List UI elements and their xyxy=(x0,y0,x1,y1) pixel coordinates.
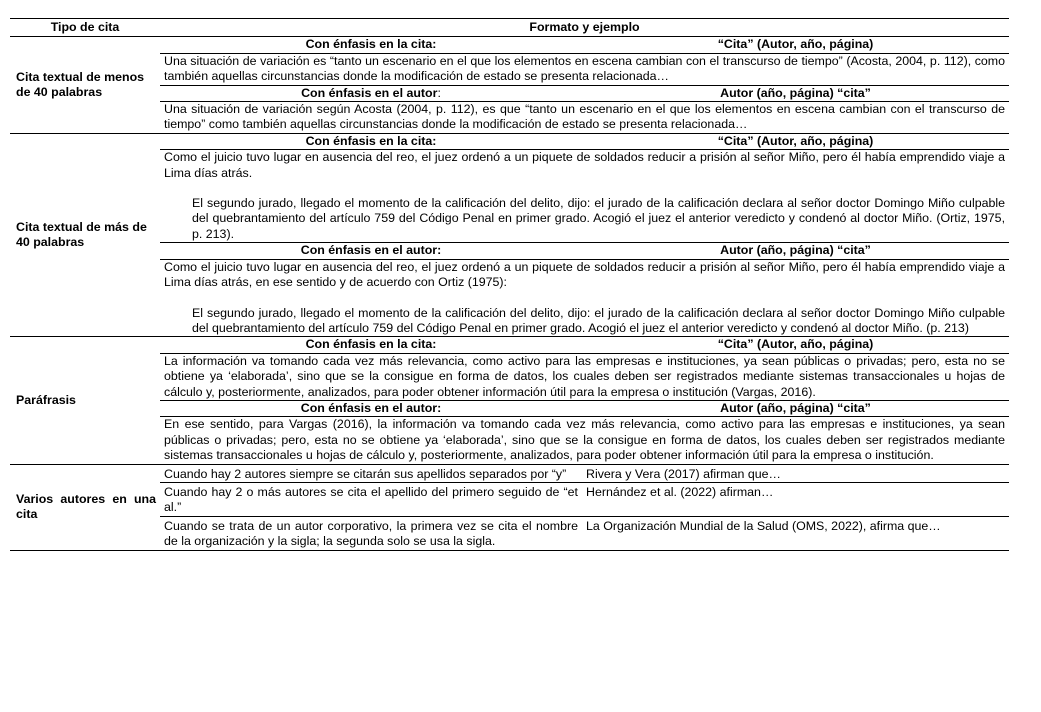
example-text: En ese sentido, para Vargas (2016), la información va tomando cada vez más relevancia, como activo para las empresas e instituciones, ya sean públicas o privadas; pero, esta no se obtiene ya ‘elaborada’, sino que se la consigue en forma de datos, los cuales deben ser registrados mediante sistemas transaccionales u hojas de cálculo y, posteriormente, analizados, para poder obtener información útil para la empresa o institución. xyxy=(160,417,1009,464)
emphasis-label: Con énfasis en la cita: xyxy=(160,337,582,353)
table-row xyxy=(10,337,1009,353)
paragraph-spacer xyxy=(164,181,1005,196)
emphasis-label: Con énfasis en la cita: xyxy=(160,37,582,53)
table-row xyxy=(10,37,1009,53)
citation-table xyxy=(10,18,1009,551)
example-cell xyxy=(160,150,1009,243)
format-pattern: “Cita” (Autor, año, página) xyxy=(582,337,1009,353)
citation-table-document xyxy=(10,18,1009,551)
emphasis-label: Con énfasis en el autor: xyxy=(160,243,582,259)
example-text: Una situación de variación según Acosta (2004, p. 112), es que “tanto un escenario en el que los elementos en escena cambian con el transcurso de tiempo” como también aquellas circunstancias donde la modificación de estado se presenta relacionada… xyxy=(160,102,1009,134)
block-quote: El segundo jurado, llegado el momento de la calificación del delito, dijo: el jurado de la calificación declara al señor doctor Domingo Miño culpable del quebrantamiento del artículo 759 del Código Penal en primer grado. Acogió el juez el anterior veredicto y condenó al doctor Miño. (p. 213) xyxy=(192,305,1006,335)
example-text: Como el juicio tuvo lugar en ausencia del reo, el juez ordenó a un piquete de soldados reducir a prisión al señor Miño, pero él había emprendido viaje a Lima días atrás, en ese sentido y de acuerdo con Ortiz (1975): xyxy=(164,259,1006,290)
emphasis-label-text: Con énfasis en el autor xyxy=(301,85,438,100)
rule-text: Cuando se trata de un autor corporativo, la primera vez se cita el nombre de la organización y la sigla; la segunda solo se usa la sigla. xyxy=(160,516,582,550)
table-row xyxy=(10,516,1009,550)
emphasis-label xyxy=(160,85,582,101)
example-text: Una situación de variación es “tanto un escenario en el que los elementos en escena cambian con el transcurso de tiempo” (Acosta, 2004, p. 112), como también aquellas circunstancias donde la modificación de estado se presenta relacionada… xyxy=(160,53,1009,85)
paragraph-spacer xyxy=(164,291,1005,306)
format-pattern: Autor (año, página) “cita” xyxy=(582,400,1009,416)
format-pattern: “Cita” (Autor, año, página) xyxy=(582,133,1009,149)
format-pattern: “Cita” (Autor, año, página) xyxy=(582,37,1009,53)
table-row xyxy=(10,400,1009,416)
example-text: Hernández et al. (2022) afirman… xyxy=(582,482,1009,516)
table-row xyxy=(10,464,1009,482)
rule-text: Cuando hay 2 autores siempre se citarán sus apellidos separados por “y” xyxy=(160,464,582,482)
type-cell: Varios autores en una cita xyxy=(10,464,160,550)
table-row xyxy=(10,417,1009,464)
table-row xyxy=(10,133,1009,149)
emphasis-label: Con énfasis en la cita: xyxy=(160,133,582,149)
table-row xyxy=(10,53,1009,85)
example-cell xyxy=(160,259,1009,337)
block-quote: El segundo jurado, llegado el momento de la calificación del delito, dijo: el jurado de la calificación declara al señor doctor Domingo Miño culpable del quebrantamiento del artículo 759 del Código Penal en primer grado. Acogió el juez el anterior veredicto y condenó al doctor Miño. (Ortiz, 1975, p. 213). xyxy=(192,196,1006,241)
type-cell: Paráfrasis xyxy=(10,337,160,464)
table-row xyxy=(10,259,1009,337)
emphasis-label-colon: : xyxy=(437,85,441,100)
example-text: La Organización Mundial de la Salud (OMS, 2022), afirma que… xyxy=(582,516,1009,550)
example-text: Como el juicio tuvo lugar en ausencia del reo, el juez ordenó a un piquete de soldados reducir a prisión al señor Miño, pero él había emprendido viaje a Lima días atrás. xyxy=(164,150,1006,180)
table-row xyxy=(10,482,1009,516)
header-formato-y-ejemplo: Formato y ejemplo xyxy=(160,19,1009,37)
header-tipo-de-cita: Tipo de cita xyxy=(10,19,160,37)
type-cell: Cita textual de menos de 40 palabras xyxy=(10,37,160,133)
rule-text: Cuando hay 2 o más autores se cita el apellido del primero seguido de “et al.” xyxy=(160,482,582,516)
table-row xyxy=(10,243,1009,259)
format-pattern: Autor (año, página) “cita” xyxy=(582,243,1009,259)
type-cell: Cita textual de más de 40 palabras xyxy=(10,133,160,336)
example-text: Rivera y Vera (2017) afirman que… xyxy=(582,464,1009,482)
table-header-row xyxy=(10,19,1009,37)
table-row xyxy=(10,353,1009,400)
table-row xyxy=(10,85,1009,101)
table-row xyxy=(10,150,1009,243)
format-pattern: Autor (año, página) “cita” xyxy=(582,85,1009,101)
emphasis-label: Con énfasis en el autor: xyxy=(160,400,582,416)
example-text: La información va tomando cada vez más relevancia, como activo para las empresas e instituciones, ya sean públicas o privadas; pero, esta no se obtiene ya ‘elaborada’, sino que se la consigue en forma de datos, los cuales deben ser registrados mediante sistemas transaccionales u hojas de cálculo y, posteriormente, analizados, para poder obtener información útil para la empresa o institución (Vargas, 2016). xyxy=(160,353,1009,400)
table-row xyxy=(10,102,1009,134)
